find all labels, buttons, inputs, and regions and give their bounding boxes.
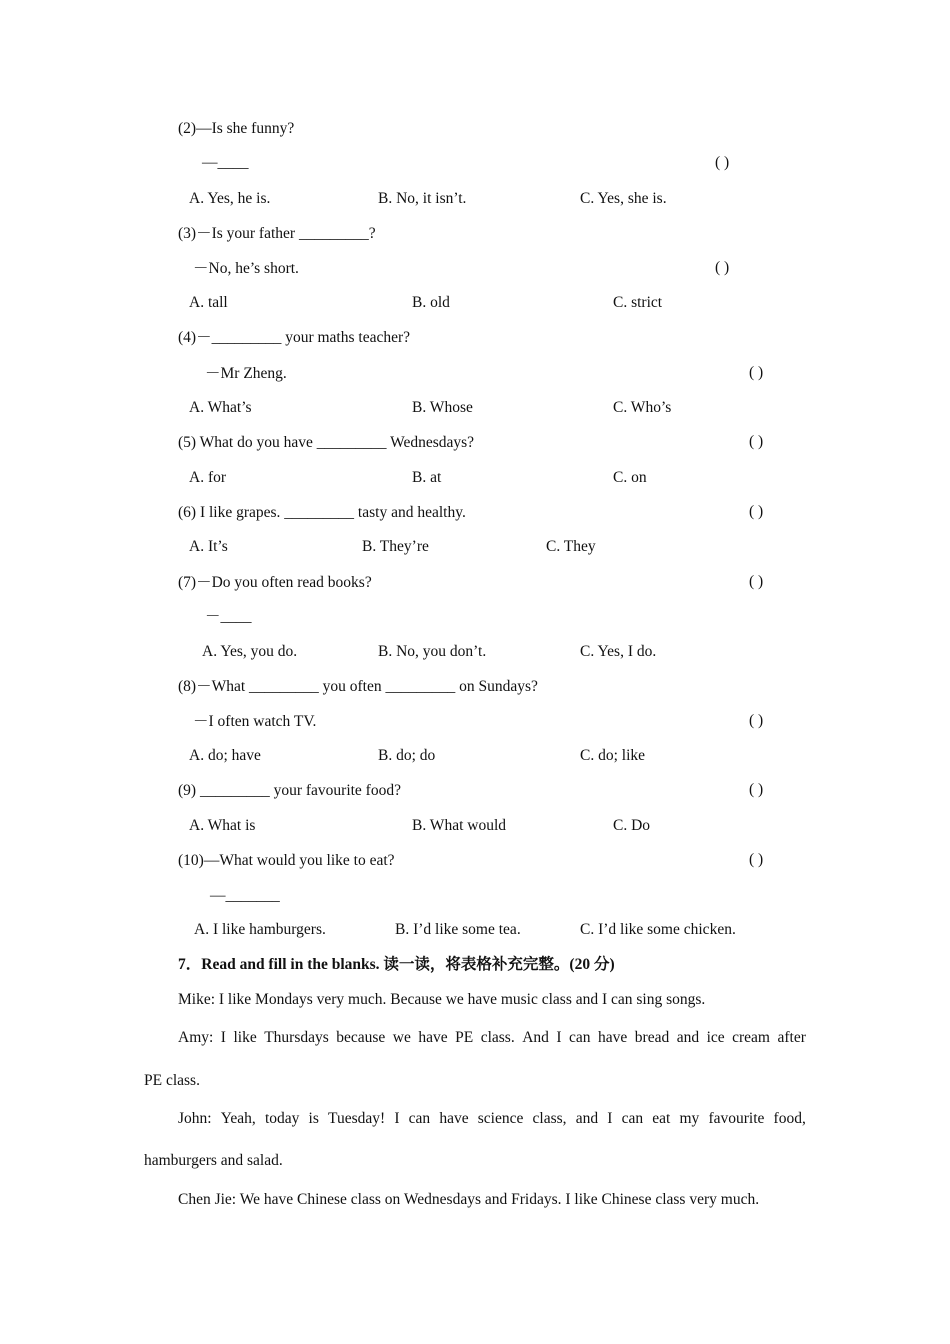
question-3-option-a: A. tall — [189, 294, 228, 311]
word: I — [220, 1029, 226, 1046]
question-5-option-a: A. for — [189, 469, 227, 486]
question-10-option-b: B. I’d like some tea. — [395, 921, 521, 938]
question-8-option-a: A. do; have — [189, 747, 261, 764]
question-3-option-c: C. strict — [613, 294, 663, 311]
word: and — [676, 1029, 700, 1046]
word: PE — [455, 1029, 474, 1046]
question-8-stem: (8)－What _________ you often _________ on Sundays? — [178, 678, 538, 695]
question-7-option-a: A. Yes, you do. — [202, 643, 298, 660]
question-2-stem: (2)—Is she funny? — [178, 120, 295, 137]
word: I — [607, 1110, 613, 1127]
question-4-option-a: A. What’s — [189, 399, 252, 416]
question-9-option-a: A. What is — [189, 817, 256, 834]
question-10-option-c: C. I’d like some chicken. — [580, 921, 736, 938]
question-8-answer-line: －I often watch TV. — [193, 713, 317, 730]
paragraph-john-line1 — [178, 1109, 806, 1129]
question-3-answer-line: －No, he’s short. — [193, 260, 299, 277]
question-7-stem: (7)－Do you often read books? — [178, 574, 372, 591]
question-4-option-c: C. Who’s — [613, 399, 672, 416]
question-2-answer-paren[interactable]: ( ) — [715, 154, 730, 171]
question-3-option-b: B. old — [412, 294, 450, 311]
word: John: — [178, 1110, 212, 1127]
question-6-stem: (6) I like grapes. _________ tasty and healthy. — [178, 504, 466, 521]
question-9-option-c: C. Do — [613, 817, 651, 834]
word: Amy: — [178, 1029, 214, 1046]
section-7-title: 7．Read and fill in the blanks. 读一读，将表格补充完整。(20 分) — [178, 956, 615, 973]
question-4-answer-line: －Mr Zheng. — [205, 365, 287, 382]
question-5-answer-paren[interactable]: ( ) — [749, 433, 764, 450]
question-2-option-a: A. Yes, he is. — [189, 190, 271, 207]
question-10-option-a: A. I like hamburgers. — [194, 921, 326, 938]
word: ice — [706, 1029, 725, 1046]
question-7-option-b: B. No, you don’t. — [378, 643, 487, 660]
question-9-answer-paren[interactable]: ( ) — [749, 781, 764, 798]
question-2-answer-line: —____ — [202, 154, 249, 171]
word: and — [575, 1110, 599, 1127]
question-9-option-b: B. What would — [412, 817, 506, 834]
word: have — [598, 1029, 628, 1046]
paragraph-john-line2: hamburgers and salad. — [144, 1152, 283, 1169]
word: because — [336, 1029, 386, 1046]
question-10-stem: (10)—What would you like to eat? — [178, 852, 395, 869]
word: like — [233, 1029, 257, 1046]
question-6-option-a: A. It’s — [189, 538, 228, 555]
word: Thursdays — [264, 1029, 329, 1046]
word: have — [439, 1110, 469, 1127]
word: I — [394, 1110, 400, 1127]
question-3-answer-paren[interactable]: ( ) — [715, 259, 730, 276]
word: my — [679, 1110, 700, 1127]
word: class. — [480, 1029, 515, 1046]
word: cream — [732, 1029, 770, 1046]
word: class, — [532, 1110, 567, 1127]
question-3-stem: (3)－Is your father _________? — [178, 225, 376, 242]
word: Tuesday! — [328, 1110, 386, 1127]
question-10-answer-paren[interactable]: ( ) — [749, 851, 764, 868]
question-6-option-b: B. They’re — [362, 538, 429, 555]
word: today — [264, 1110, 300, 1127]
paragraph-mike: Mike: I like Mondays very much. Because we have music class and I can sing songs. — [178, 991, 706, 1008]
question-2-option-b: B. No, it isn’t. — [378, 190, 467, 207]
word: science — [477, 1110, 524, 1127]
word: after — [777, 1029, 806, 1046]
question-6-option-c: C. They — [546, 538, 596, 555]
question-2-option-c: C. Yes, she is. — [580, 190, 667, 207]
paragraph-chen-jie: Chen Jie: We have Chinese class on Wednesdays and Fridays. I like Chinese class very much. — [178, 1191, 760, 1208]
word: eat — [652, 1110, 671, 1127]
question-4-option-b: B. Whose — [412, 399, 473, 416]
question-7-answer-line: －____ — [205, 608, 252, 625]
question-4-answer-paren[interactable]: ( ) — [749, 364, 764, 381]
word: we — [392, 1029, 411, 1046]
question-4-stem: (4)－_________ your maths teacher? — [178, 329, 411, 346]
question-9-stem: (9) _________ your favourite food? — [178, 782, 401, 799]
question-5-stem: (5) What do you have _________ Wednesdays? — [178, 434, 475, 451]
paragraph-amy-line2: PE class. — [144, 1072, 200, 1089]
word: And — [522, 1029, 549, 1046]
word: I — [556, 1029, 562, 1046]
question-8-option-b: B. do; do — [378, 747, 436, 764]
question-6-answer-paren[interactable]: ( ) — [749, 503, 764, 520]
paragraph-amy-line1 — [178, 1028, 806, 1048]
word: Yeah, — [220, 1110, 256, 1127]
word: can — [569, 1029, 591, 1046]
question-5-option-c: C. on — [613, 469, 647, 486]
word: bread — [634, 1029, 670, 1046]
question-8-answer-paren[interactable]: ( ) — [749, 712, 764, 729]
word: have — [418, 1029, 448, 1046]
question-5-option-b: B. at — [412, 469, 442, 486]
question-7-answer-paren[interactable]: ( ) — [749, 573, 764, 590]
word: favourite — [708, 1110, 765, 1127]
question-10-answer-line: —_______ — [210, 887, 280, 904]
question-8-option-c: C. do; like — [580, 747, 646, 764]
word: can — [621, 1110, 644, 1127]
word: food, — [773, 1110, 806, 1127]
question-7-option-c: C. Yes, I do. — [580, 643, 657, 660]
word: is — [308, 1110, 319, 1127]
word: can — [408, 1110, 431, 1127]
